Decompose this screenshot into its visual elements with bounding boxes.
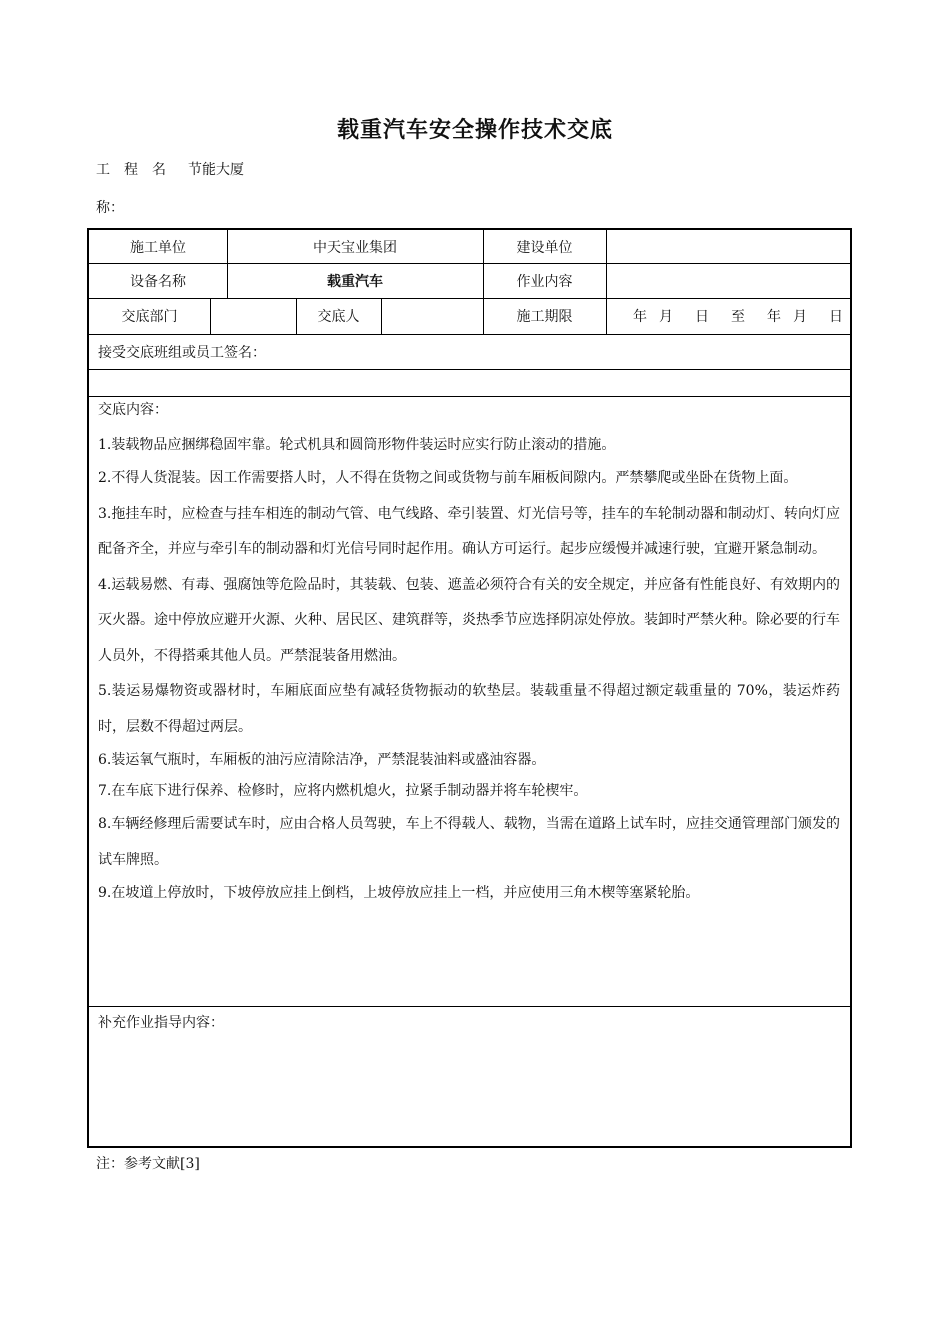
project-name-label: 工程名 xyxy=(96,162,180,178)
content-item: 5.装运易爆物资或器材时，车厢底面应垫有减轻货物振动的软垫层。装载重量不得超过额定载重量的 70%，装运炸药时，层数不得超过两层。 xyxy=(98,683,840,735)
content-item: 6.装运氧气瓶时，车厢板的油污应清除洁净，严禁混装油料或盛油容器。 xyxy=(98,752,546,768)
build-unit-value xyxy=(606,230,850,263)
content-heading: 交底内容： xyxy=(98,402,168,418)
date-day-end: 日 xyxy=(829,309,843,325)
disclosure-form-table xyxy=(87,228,852,1148)
work-content-value xyxy=(606,263,850,298)
content-item: 7.在车底下进行保养、检修时，应将内燃机熄火，拉紧手制动器并将车轮楔牢。 xyxy=(98,783,588,799)
date-month-end: 月 xyxy=(793,309,807,325)
equipment-name-value: 载重汽车 xyxy=(327,273,383,290)
row-divider xyxy=(89,369,850,370)
date-year-start: 年 xyxy=(633,309,647,325)
disclosure-person-value xyxy=(381,298,483,334)
signature-label: 接受交底班组或员工签名： xyxy=(98,344,266,361)
row-divider xyxy=(89,396,850,397)
project-name-value: 节能大厦 xyxy=(188,162,244,178)
content-item: 1.装载物品应捆绑稳固牢靠。轮式机具和圆筒形物件装运时应实行防止滚动的措施。 xyxy=(98,437,616,453)
construction-unit-label: 施工单位 xyxy=(130,239,186,256)
content-item: 9.在坡道上停放时，下坡停放应挂上倒档，上坡停放应挂上一档，并应使用三角木楔等塞紧轮胎。 xyxy=(98,885,700,901)
work-content-label: 作业内容 xyxy=(516,273,573,290)
disclosure-dept-value xyxy=(210,298,296,334)
row-divider xyxy=(89,1006,850,1007)
date-year-end: 年 xyxy=(767,309,781,325)
supplementary-label: 补充作业指导内容： xyxy=(98,1015,224,1031)
disclosure-dept-label: 交底部门 xyxy=(121,309,178,325)
date-to: 至 xyxy=(731,309,745,325)
construction-period-label: 施工期限 xyxy=(516,309,573,325)
disclosure-content xyxy=(98,398,840,909)
project-name-label-line2: 称： xyxy=(96,200,124,216)
date-month-start: 月 xyxy=(659,309,673,325)
disclosure-person-label: 交底人 xyxy=(317,309,360,325)
footnote: 注：参考文献[3] xyxy=(96,1156,200,1172)
content-item: 8.车辆经修理后需要试车时，应由合格人员驾驶，车上不得载人、载物，当需在道路上试车时，应挂交通管理部门颁发的试车牌照。 xyxy=(98,816,840,868)
content-item: 2.不得人货混装。因工作需要搭人时，人不得在货物之间或货物与前车厢板间隙内。严禁攀爬或坐卧在货物上面。 xyxy=(98,470,798,486)
date-day-start: 日 xyxy=(695,309,709,325)
construction-period-dates xyxy=(606,298,850,334)
content-item: 3.拖挂车时，应检查与挂车相连的制动气管、电气线路、牵引装置、灯光信号等，挂车的车轮制动器和制动灯、转向灯应配备齐全，并应与牵引车的制动器和灯光信号同时起作用。确认方可运行。起步应缓慢并减速行驶，宜避开紧急制动。 xyxy=(98,505,840,557)
construction-unit-value: 中天宝业集团 xyxy=(313,239,397,256)
content-item: 4.运载易燃、有毒、强腐蚀等危险品时，其装载、包装、遮盖必须符合有关的安全规定，并应备有性能良好、有效期内的灭火器。途中停放应避开火源、火种、居民区、建筑群等，炎热季节应选择阴凉处停放。装卸时严禁火种。除必要的行车人员外，不得搭乘其他人员。严禁混装备用燃油。 xyxy=(98,576,840,664)
build-unit-label: 建设单位 xyxy=(516,239,573,256)
page-title: 载重汽车安全操作技术交底 xyxy=(336,118,613,143)
equipment-name-label: 设备名称 xyxy=(130,273,186,290)
